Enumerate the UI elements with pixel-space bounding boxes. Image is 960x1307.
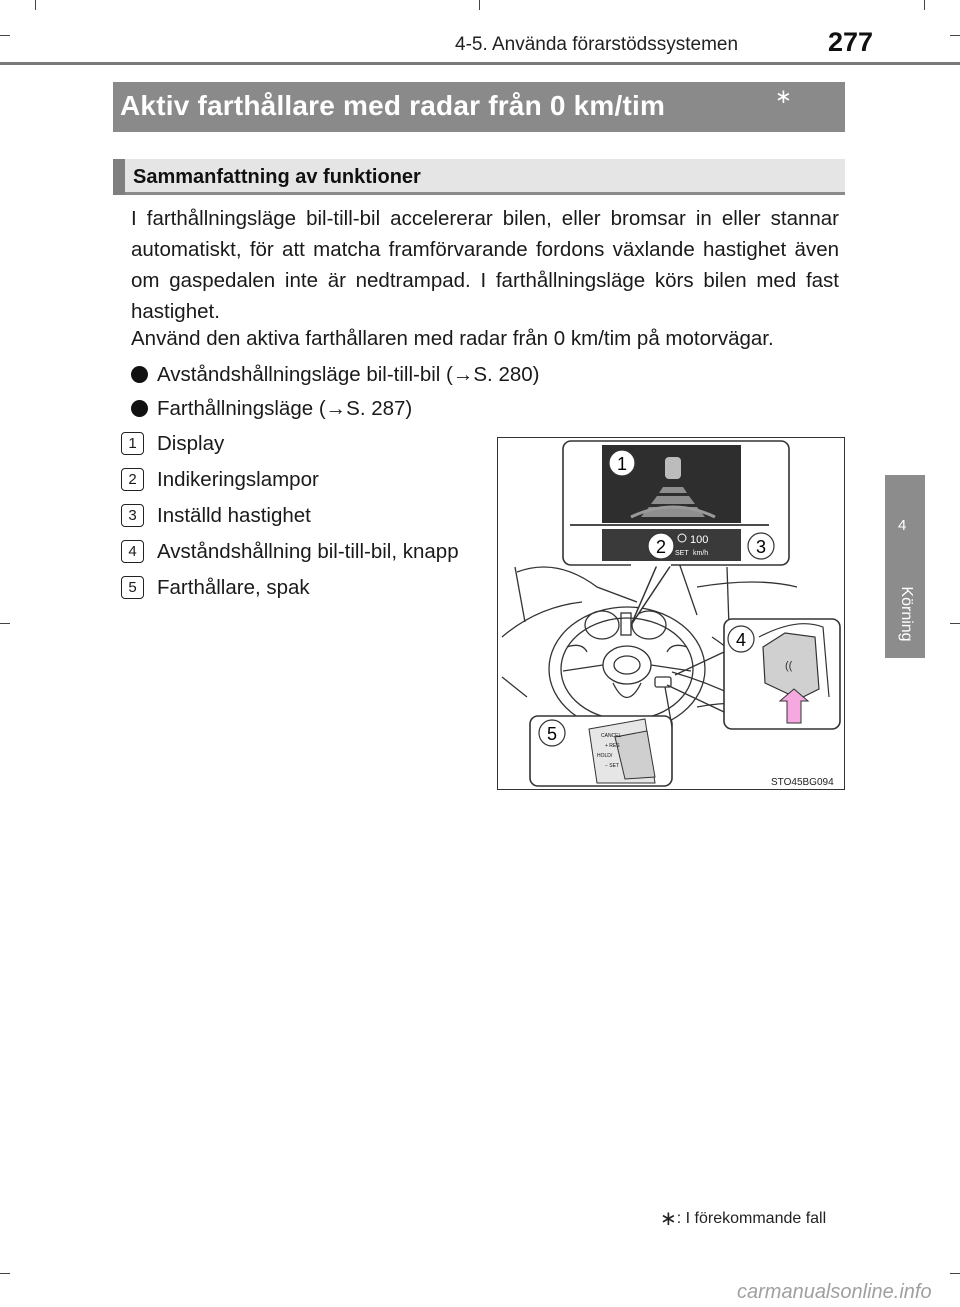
footnote-text: : I förekommande fall [676,1210,827,1227]
legend-label: Avståndshållning bil-till-bil, knapp [157,540,459,563]
figure-code: STO45BG094 [771,777,834,788]
bullet-text: Farthållningsläge (→S. 287) [157,397,413,420]
legend-number: 5 [121,576,144,599]
crop-mark [0,623,10,624]
crop-mark [0,35,10,36]
legend-number: 3 [121,504,144,527]
title-footnote-marker: ∗ [775,86,792,108]
footnote-marker: ∗ [660,1208,677,1230]
legend-number: 1 [121,432,144,455]
distance-button-icon: (( [785,660,793,672]
subsection-accent [113,159,125,195]
callout-number: 2 [655,537,667,557]
crop-mark [35,0,36,10]
lever-label: HOLD/ [597,753,613,759]
bullet-item [131,397,412,421]
footnote [660,1206,826,1231]
page-title: Aktiv farthållare med radar från 0 km/tim [120,90,666,121]
display-unit: km/h [693,550,709,557]
legend-label: Display [157,432,225,455]
chapter-number: 4 [898,517,907,534]
crop-mark [479,0,480,10]
lever-label: CANCEL [601,733,622,739]
header-rule [0,62,960,65]
legend-label: Farthållare, spak [157,576,310,599]
legend-number: 4 [121,540,144,563]
legend-label: Indikeringslampor [157,468,319,491]
crop-mark [950,1273,960,1274]
watermark: carmanualsonline.info [737,1281,932,1303]
callout-number: 3 [755,537,767,557]
display-speed: 100 [690,534,709,546]
crop-mark [950,35,960,36]
crop-mark [0,1273,10,1274]
usage-paragraph: Använd den aktiva farthållaren med radar från 0 km/tim på motorvägar. [131,327,774,350]
lever-label: − SET [605,763,620,769]
page-number: 277 [828,27,874,57]
legend-label: Inställd hastighet [157,504,311,527]
header-section: 4-5. Använda förarstödssystemen [455,34,739,55]
callout-number: 5 [546,724,558,744]
bullet-item [131,363,539,387]
bullet-text: Avståndshållningsläge bil-till-bil (→S. 280) [157,363,540,386]
intro-paragraph: I farthållningsläge bil-till-bil accelererar bilen, eller bromsar in eller stannar automatiskt, för att matcha framförvarande fordons växlande hastighet även om gaspedalen inte är nedtrampad. I farthållningsläge körs bilen med fast hastighet. [131,207,839,323]
callout-number: 4 [735,630,747,650]
bullet-dot [131,400,148,417]
bullet-dot [131,366,148,383]
crop-mark [924,0,925,10]
cruise-control-illustration [497,437,845,790]
legend-number: 2 [121,468,144,491]
subsection-title: Sammanfattning av funktioner [133,166,421,188]
callout-number: 1 [616,454,628,474]
lever-label: + RES [605,743,620,749]
crop-mark [950,623,960,624]
display-set: SET [675,550,689,557]
chapter-label: Körning [898,586,915,642]
